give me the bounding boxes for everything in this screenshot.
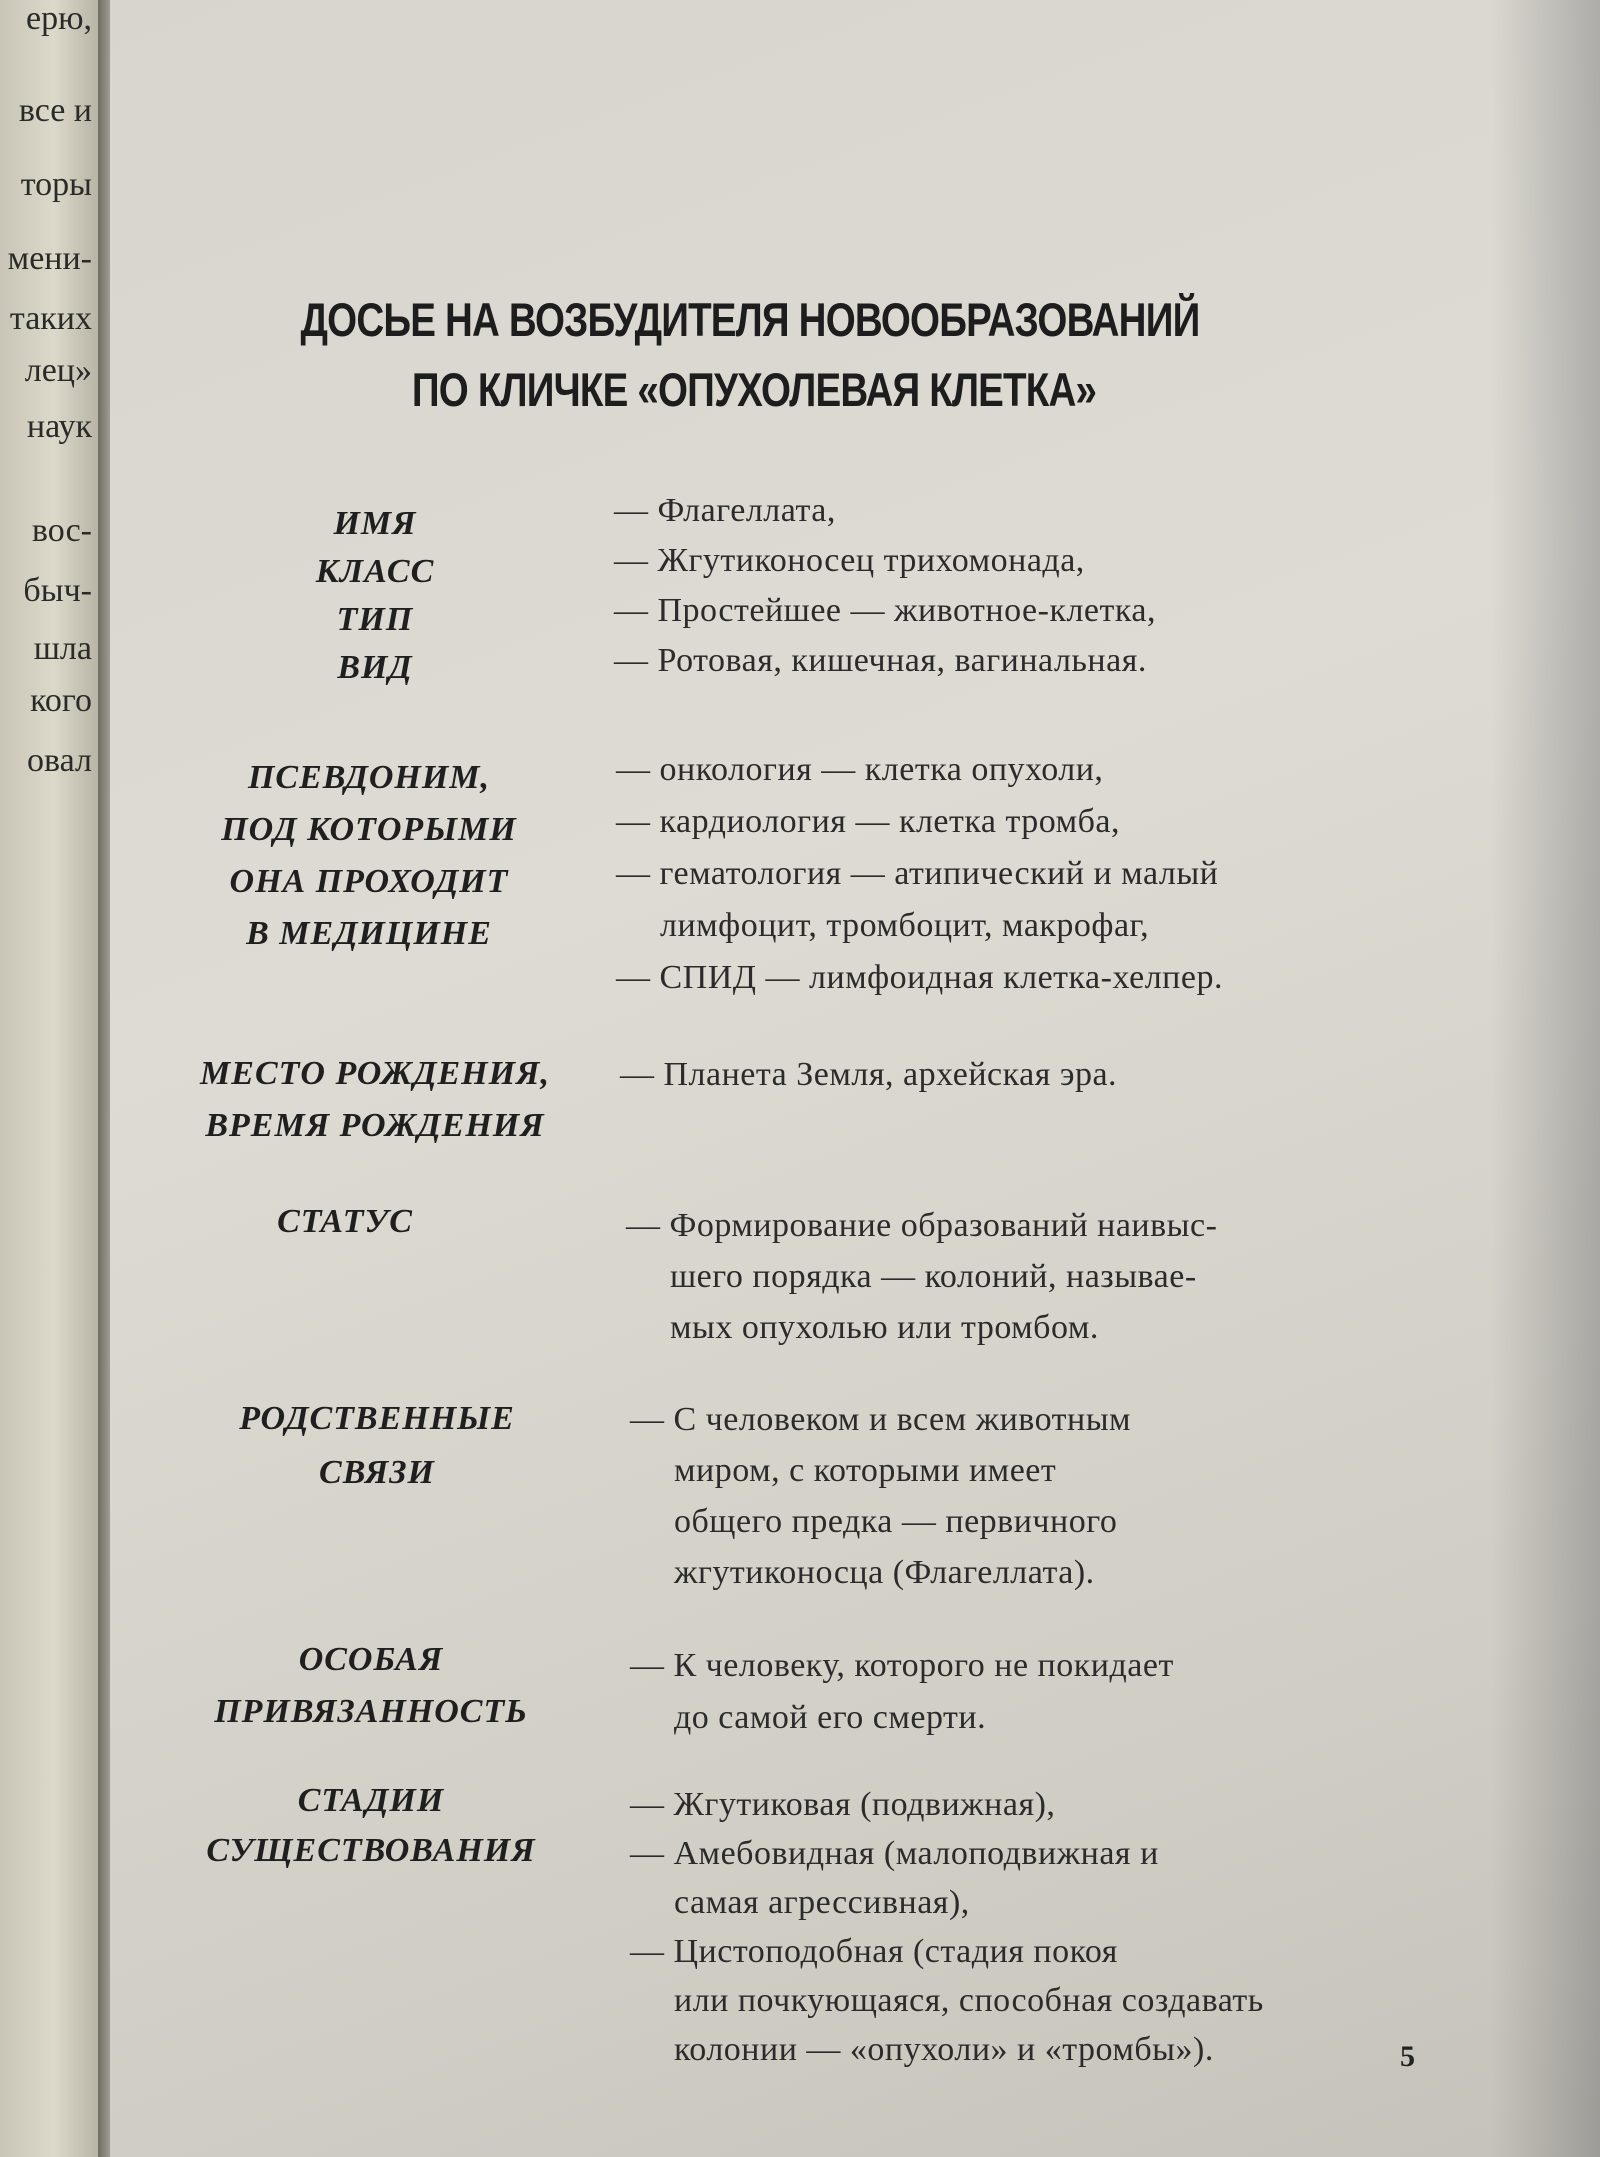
entry-value [630, 1780, 1264, 2074]
facing-page-line: вос- [31, 512, 92, 549]
value-line: — Формирование образований наивыс- [626, 1207, 1218, 1244]
label-line: ВИД [337, 649, 413, 686]
label-line: ПОД КОТОРЫМИ [221, 811, 517, 848]
label-line: ВРЕМЯ РОЖДЕНИЯ [205, 1107, 545, 1144]
value-line: до самой его смерти. [674, 1699, 987, 1736]
facing-page-line: наук [26, 408, 92, 445]
facing-page-line: овал [27, 742, 92, 779]
label-line: ТИП [336, 601, 414, 638]
label-line: ОСОБАЯ [298, 1641, 444, 1678]
label-line: МЕСТО РОЖДЕНИЯ, [200, 1055, 550, 1092]
book-page [110, 0, 1600, 2157]
facing-page-line: таких [9, 300, 92, 337]
label-line: ПРИВЯЗАННОСТЬ [214, 1693, 528, 1730]
entry-value [620, 1050, 1117, 1099]
entry-value [630, 1640, 1174, 1744]
value-line: общего предка — первичного [674, 1503, 1118, 1540]
page-number: 5 [1400, 2040, 1415, 2073]
value-line: — С человеком и всем животным [630, 1401, 1132, 1438]
label-line: ОНА ПРОХОДИТ [229, 863, 509, 900]
value-line: колонии — «опухоли» и «тромбы»). [674, 2031, 1214, 2068]
value-line: лимфоцит, тромбоцит, макрофаг, [660, 907, 1150, 944]
label-line: СУЩЕСТВОВАНИЯ [206, 1832, 536, 1869]
label-line: ПСЕВДОНИМ, [247, 759, 491, 796]
value-line: — Амебовидная (малоподвижная и [630, 1835, 1159, 1872]
page-title-line-2: ПО КЛИЧКЕ «ОПУХОЛЕВАЯ КЛЕТКА» [411, 363, 1097, 416]
facing-page-line: лец» [24, 352, 92, 389]
label-line: КЛАСС [315, 553, 435, 590]
value-line: — К человеку, которого не покидает [630, 1647, 1174, 1684]
value-line: — кардиология — клетка тромба, [616, 803, 1120, 840]
value-line: — Жгутиковая (подвижная), [630, 1786, 1056, 1823]
facing-page-line: быч- [23, 572, 92, 609]
value-line: мых опухолью или тромбом. [670, 1309, 1099, 1346]
entry-label [154, 752, 584, 960]
facing-page-line: торы [20, 166, 92, 203]
entry-label [160, 500, 590, 692]
label-line: В МЕДИЦИНЕ [246, 915, 492, 952]
value-line: — Цистоподобная (стадия покоя [630, 1933, 1118, 1970]
facing-page-line: кого [30, 682, 92, 719]
entry-label [162, 1392, 592, 1500]
entry-value [630, 1394, 1131, 1598]
label-line: СТАТУС [277, 1203, 413, 1240]
entry-value [626, 1200, 1217, 1353]
value-line: — Флагеллата, [614, 492, 836, 529]
label-line: СВЯЗИ [319, 1454, 435, 1491]
facing-page-line: шла [33, 630, 92, 667]
value-line: — Жгутиконосец трихомонада, [614, 542, 1085, 579]
label-line: ИМЯ [333, 505, 417, 542]
value-line: — онкология — клетка опухоли, [616, 751, 1104, 788]
facing-page-line: все и [18, 92, 92, 129]
entry-value [614, 486, 1156, 686]
value-line: или почкующаяся, способная создавать [674, 1982, 1264, 2019]
label-line: СТАДИИ [297, 1782, 445, 1819]
entry-label [130, 1198, 560, 1246]
value-line: шего порядка — колоний, называе- [670, 1258, 1197, 1295]
entry-value [616, 744, 1223, 1004]
value-line: — Ротовая, кишечная, вагинальная. [614, 642, 1147, 679]
entry-label [156, 1776, 586, 1876]
value-line: — Планета Земля, архейская эра. [620, 1056, 1118, 1093]
value-line: — Простейшее — животное-клетка, [614, 592, 1156, 629]
facing-page-line: мени- [7, 240, 92, 277]
entry-label [160, 1048, 590, 1152]
value-line: миром, с которыми имеет [674, 1452, 1057, 1489]
entry-label [156, 1634, 586, 1738]
page-shadow [1490, 0, 1600, 2157]
label-line: РОДСТВЕННЫЕ [239, 1400, 515, 1437]
facing-page-edge [0, 0, 98, 2157]
value-line: — гематология — атипический и малый [616, 855, 1219, 892]
value-line: самая агрессивная), [674, 1884, 970, 1921]
value-line: — СПИД — лимфоидная клетка-хелпер. [616, 959, 1223, 996]
page-title-line-1: ДОСЬЕ НА ВОЗБУДИТЕЛЯ НОВООБРАЗОВАНИЙ [300, 293, 1200, 346]
value-line: жгутиконосца (Флагеллата). [674, 1554, 1095, 1591]
facing-page-line: ерю, [26, 0, 92, 37]
